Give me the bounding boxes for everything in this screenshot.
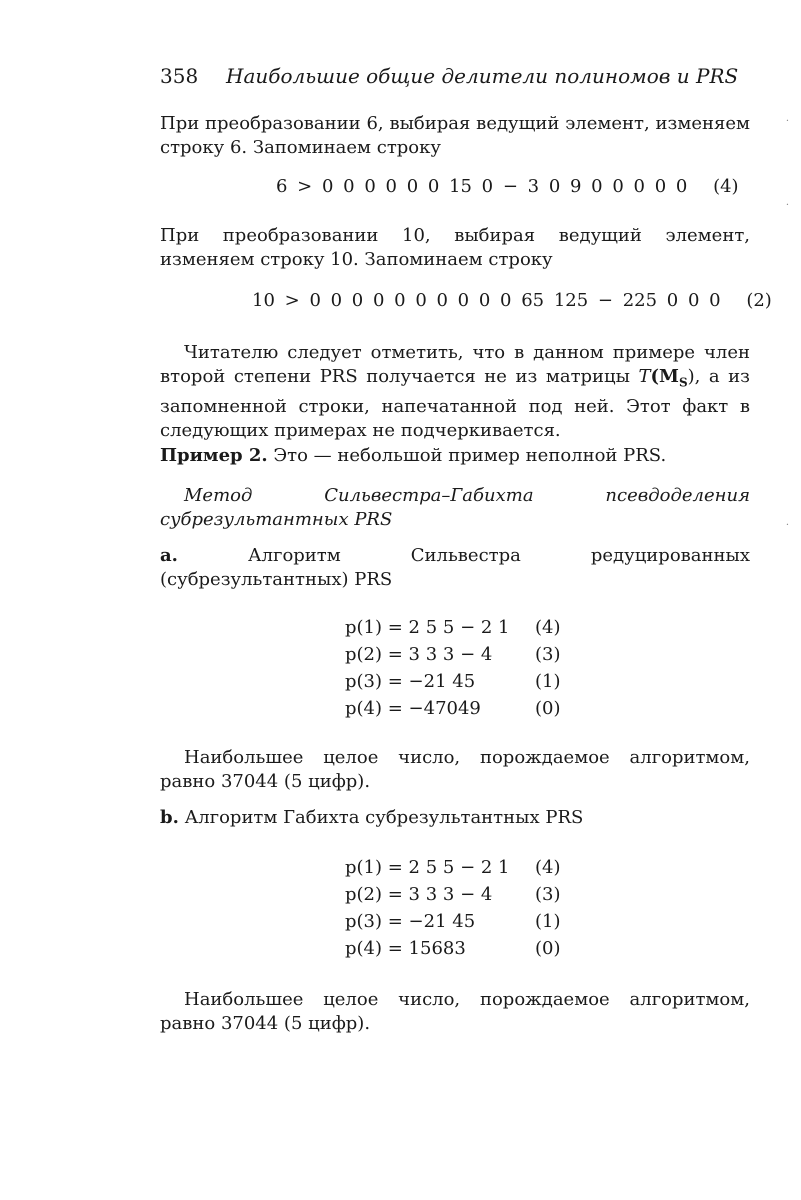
sequence-equation: p(4) = −47049 [345,698,481,719]
result-b: Наибольшее целое число, порождаемое алгоритмом, равно 37044 (5 цифр). [160,989,750,1034]
result-a: Наибольшее целое число, порождаемое алгоритмом, равно 37044 (5 цифр). [160,747,750,792]
scan-speck: · [785,200,789,211]
sequence-degree: (0) [535,698,561,719]
part-a-label: a. [160,545,178,566]
list-item [345,614,561,641]
part-b-label: b. [160,807,179,828]
method-title: Метод Сильвестра–Габихта псевдоделения субрезультантных PRS [160,485,750,530]
scan-speck: · [785,520,789,531]
sequence-degree: (1) [535,671,561,692]
sequence-degree: (3) [535,644,561,665]
list-item [345,695,561,722]
paragraph-transform-10: При преобразовании 10, выбирая ведущий элемент, изменяем строку 10. Запоминаем строку [160,225,750,270]
sequence-equation: p(3) = −21 45 [345,671,476,692]
reader-note-after: , а из запомненной строки, напечатанной под ней. Этот факт в следующих примерах не подчеркивается. [160,366,750,441]
formula-row-10-lhs: 10 > [252,290,300,311]
sequence-degree: (3) [535,884,561,905]
running-title: Наибольшие общие делители полиномов и PRS [226,64,739,88]
sequence-degree: (0) [535,938,561,959]
sequence-equation: p(1) = 2 5 5 − 2 1 [345,857,510,878]
list-item [345,854,561,881]
part-b-heading [160,806,750,830]
example-text: Это — небольшой пример неполной PRS. [267,445,667,466]
formula-row-6-lhs: 6 > [276,176,313,197]
reader-note-before: Читателю следует отметить, что в данном примере член второй степени PRS получается не из матрицы [160,342,750,387]
paragraph-reader-note [160,341,750,443]
formula-row-10 [252,290,772,311]
matrix-M: (M [650,366,679,387]
list-item [345,668,561,695]
page-number: 358 [160,64,199,88]
paragraph-transform-6: При преобразовании 6, выбирая ведущий элемент, изменяем строку 6. Запоминаем строку [160,113,750,158]
scan-speck: · [785,116,789,127]
sequence-equation: p(3) = −21 45 [345,911,476,932]
formula-row-10-body: 0 0 0 0 0 0 0 0 0 0 65 125 − 225 0 0 0 [309,290,721,311]
sequence-equation: p(2) = 3 3 3 − 4 [345,884,493,905]
sequence-degree: (1) [535,911,561,932]
sequence-list-a [345,614,561,722]
list-item [345,881,561,908]
example-label: Пример 2. [160,445,268,466]
part-a-heading [160,544,750,592]
matrix-T: T [638,366,651,387]
formula-row-10-tag: (2) [746,290,772,311]
matrix-subscript: S [678,375,688,390]
formula-row-6-body: 0 0 0 0 0 0 15 0 − 3 0 9 0 0 0 0 0 [322,176,688,197]
sequence-degree: (4) [535,617,561,638]
list-item [345,641,561,668]
part-b-text: Алгоритм Габихта субрезультантных PRS [178,807,584,828]
sequence-degree: (4) [535,857,561,878]
list-item [345,935,561,962]
sequence-equation: p(2) = 3 3 3 − 4 [345,644,493,665]
running-header [160,64,738,88]
example-2-heading [160,444,750,468]
sequence-equation: p(1) = 2 5 5 − 2 1 [345,617,510,638]
formula-row-6-tag: (4) [713,176,739,197]
sequence-list-b [345,854,561,962]
matrix-close: ) [687,366,695,387]
formula-row-6 [276,176,739,197]
sequence-equation: p(4) = 15683 [345,938,466,959]
list-item [345,908,561,935]
part-a-text: Алгоритм Сильвестра редуцированных (субрезультантных) PRS [160,545,750,590]
